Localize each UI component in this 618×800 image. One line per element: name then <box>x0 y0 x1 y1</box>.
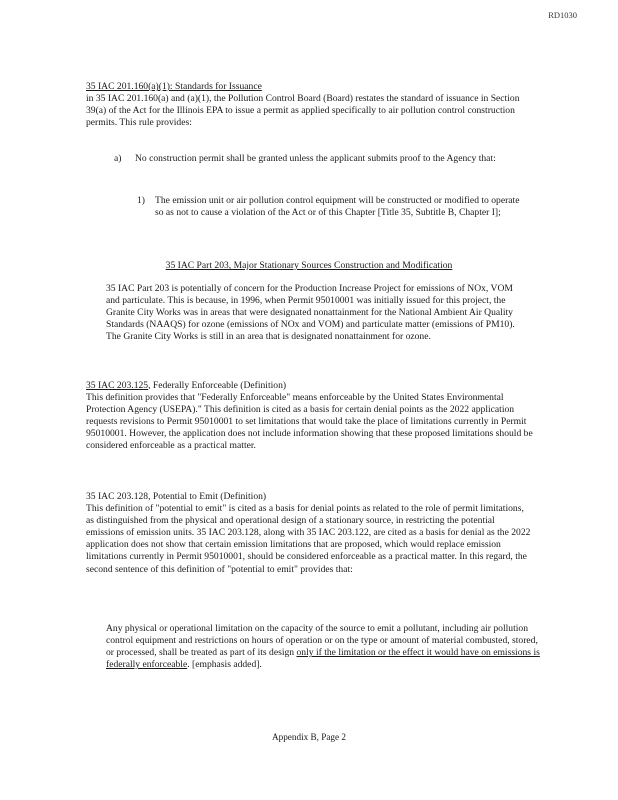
section-standards-for-issuance <box>86 81 534 129</box>
section-heading: 35 IAC 203.128, Potential to Emit (Definition) <box>86 491 267 502</box>
section-federally-enforceable <box>86 380 534 453</box>
document-id: RD1030 <box>548 10 577 20</box>
list-text: The emission unit or air pollution control equipment will be constructed or modified to operate so as not to cause a violation of the Act or of this Chapter [Title 35, Subtitle B, Chapter I]; <box>155 195 520 219</box>
heading-text: 35 IAC 201.160(a)(1): Standards for Issuance <box>86 81 262 92</box>
list-item-a <box>114 153 514 165</box>
quote-emphasis: only if the limitation or the effect it would have on emissions is federally enforceable <box>106 647 540 671</box>
page-footer: Appendix B, Page 2 <box>271 732 346 742</box>
list-marker: 1) <box>137 195 145 206</box>
section-heading <box>86 81 534 93</box>
section-heading <box>86 380 534 392</box>
quote-end: . [emphasis added]. <box>187 659 262 671</box>
heading-rest: , Federally Enforceable (Definition) <box>148 380 287 391</box>
paragraph: This definition provides that "Federally Enforceable" means enforceable by the United States Environmental Protection Agency (USEPA)." This definition is cited as a basis for certain denial points as the 2022 application requests revisions to Permit 95010001 to set limitations that would take the place of limitations currently in Permit 95010001. However, the application does not include information showing that these proposed limitations should be considered enforceable as a practical matter. <box>86 392 533 452</box>
list-marker: a) <box>114 153 122 164</box>
section-potential-to-emit <box>86 491 534 576</box>
section-heading-part-203: 35 IAC Part 203, Major Stationary Sources Construction and Modification <box>165 260 453 271</box>
list-item-1 <box>137 195 521 219</box>
block-quote <box>106 623 540 671</box>
paragraph: in 35 IAC 201.160(a) and (a)(1), the Pollution Control Board (Board) restates the standard of issuance in Section 39(a) of the Act for the Illinois EPA to issue a permit as applied specifically to air pollution control construction permits. This rule provides: <box>86 93 520 129</box>
list-text: No construction permit shall be granted unless the applicant submits proof to the Agency that: <box>135 153 496 164</box>
paragraph-part-203: 35 IAC Part 203 is potentially of concern for the Production Increase Project for emissions of NOx, VOM and particulate. This is because, in 1996, when Permit 95010001 was initially issued for this project, the Granite City Works was in areas that were designated nonattainment for the National Ambient Air Quality Standards (NAAQS) for ozone (emissions of NOx and VOM) and particulate matter (emissions of PM10). The Granite City Works is still in an area that is designated nonattainment for ozone. <box>106 283 515 343</box>
paragraph: This definition of "potential to emit" is cited as a basis for denial points as related to the role of permit limitations, as distinguished from the physical and operational design of a stationary source, in restricting the potential emissions of emission units. 35 IAC 203.128, along with 35 IAC 203.122, are cited as a basis for denial as the 2022 application does not show that certain emission limitations that are proposed, which would replace emission limitations currently in Permit 95010001, should be considered enforceable as a practical matter. In this regard, the second sentence of this definition of "potential to emit" provides that: <box>86 503 531 575</box>
quote-text: Any physical or operational limitation on the capacity of the source to emit a pollutant, including air pollution control equipment and restrictions on hours of operation or on the type or amount of material combusted, stored, or processed, shall be treated as part of its design <box>106 623 538 659</box>
heading-citation: 35 IAC 203.125 <box>86 380 149 391</box>
